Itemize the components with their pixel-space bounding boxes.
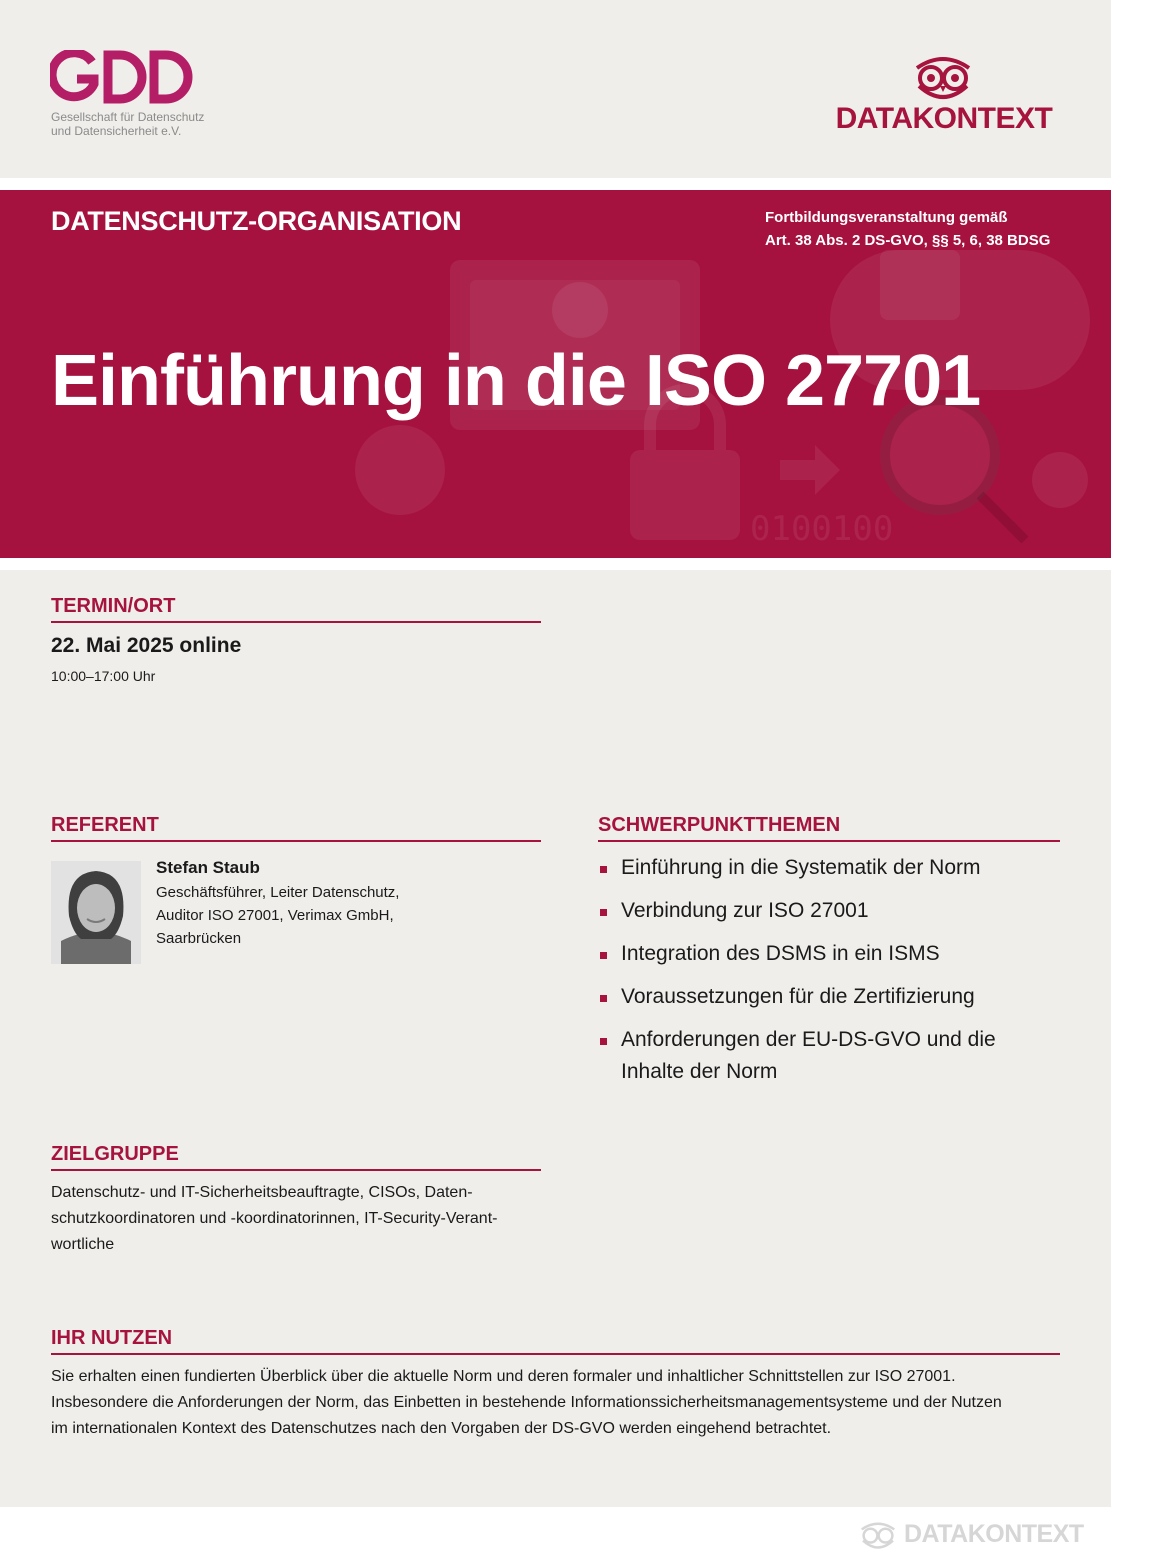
datakontext-logo <box>826 50 1062 134</box>
themen-heading: SCHWERPUNKTTHEMEN <box>598 814 1060 842</box>
speaker-name: Stefan Staub <box>156 858 260 877</box>
list-item <box>598 895 1060 927</box>
speaker-photo <box>51 861 141 964</box>
topic-text: Anforderungen der EU-DS-GVO und die Inhalte der Norm <box>621 1028 996 1083</box>
watermark-text: DATAKONTEXT <box>904 1520 1084 1548</box>
speaker-description: Geschäftsführer, Leiter Datenschutz, Auditor ISO 27001, Verimax GmbH, Saarbrücken <box>156 884 400 947</box>
owl-icon <box>858 1518 898 1552</box>
footer-watermark <box>858 1516 1110 1554</box>
nutzen-heading: IHR NUTZEN <box>51 1327 1060 1355</box>
bullet-icon <box>600 909 607 916</box>
list-item <box>598 981 1060 1013</box>
topic-text: Voraussetzungen für die Zertifizierung <box>621 985 975 1008</box>
benefit-text: Sie erhalten einen fundierten Überblick über die aktuelle Norm und deren formaler und inhaltlicher Schnittstellen zur ISO 27001. Insbesondere die Anforderungen der Norm, das Einbetten in bestehende Informationssicherheitsmanagementsysteme und der Nutzen im internationalen Kontext des Datenschutzes nach den Vorgaben der DS-GVO werden eingehend betrachtet. <box>51 1368 1002 1437</box>
event-time: 10:00–17:00 Uhr <box>51 668 156 684</box>
datakontext-logo-text: DATAKONTEXT <box>835 102 1053 135</box>
bullet-icon <box>600 995 607 1002</box>
owl-icon <box>911 50 975 104</box>
list-item <box>598 938 1060 970</box>
topics-list <box>598 852 1060 1099</box>
gdd-logo <box>50 50 200 104</box>
list-item <box>598 852 1060 884</box>
topic-text: Verbindung zur ISO 27001 <box>621 899 869 922</box>
event-date: 22. Mai 2025 online <box>51 634 242 657</box>
training-note: Fortbildungsveranstaltung gemäß Art. 38 Abs. 2 DS-GVO, §§ 5, 6, 38 BDSG <box>765 209 1051 249</box>
bullet-icon <box>600 866 607 873</box>
referent-heading: REFERENT <box>51 814 541 842</box>
gdd-subtitle: Gesellschaft für Datenschutz und Datensicherheit e.V. <box>51 110 205 138</box>
termin-heading: TERMIN/ORT <box>51 595 541 623</box>
target-group-text: Datenschutz- und IT-Sicherheitsbeauftragte, CISOs, Daten- schutzkoordinatoren und -koordinatorinnen, IT-Security-Verant- wortliche <box>51 1184 498 1253</box>
list-item <box>598 1024 1060 1088</box>
page-title: Einführung in die ISO 27701 <box>51 341 981 421</box>
zielgruppe-heading: ZIELGRUPPE <box>51 1143 541 1171</box>
bullet-icon <box>600 1038 607 1045</box>
binary-digits: 0100100 <box>750 509 894 549</box>
header <box>0 0 1111 178</box>
topic-text: Integration des DSMS in ein ISMS <box>621 942 940 965</box>
topic-text: Einführung in die Systematik der Norm <box>621 856 981 879</box>
bullet-icon <box>600 952 607 959</box>
category-label: DATENSCHUTZ-ORGANISATION <box>51 206 462 236</box>
divider <box>0 558 1111 570</box>
divider <box>0 178 1111 190</box>
